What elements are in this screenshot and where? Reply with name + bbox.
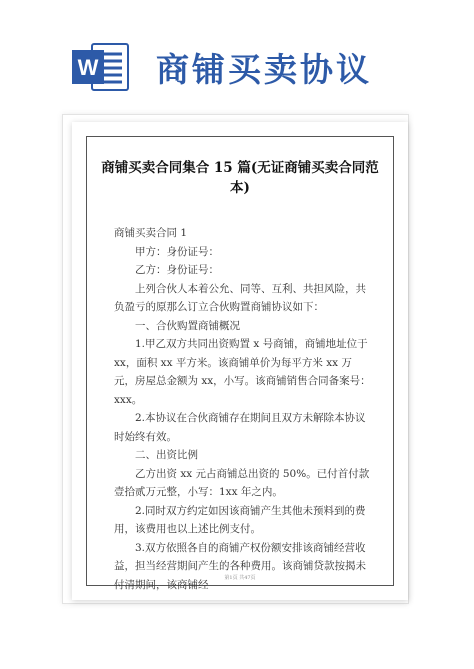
paragraph-clause-2-2: 2.同时双方约定如因该商铺产生其他未预料到的费用，该费用也以上述比例支付。 — [114, 504, 366, 535]
section-heading-capital-ratio: 二、出资比例 — [135, 449, 198, 461]
paragraph-contract-heading: 商铺买卖合同 1 — [114, 227, 188, 239]
document-body — [114, 224, 372, 594]
word-icon-letter: W — [77, 55, 99, 80]
top-banner — [0, 0, 474, 118]
document-title: 商铺买卖合同集合 15 篇(无证商铺买卖合同范本) — [101, 160, 379, 196]
paragraph-party-a: 甲方：身份证号： — [135, 245, 219, 258]
paragraph-preamble: 上列合伙人本着公允、同等、互利、共担风险，共负盈亏的原那么订立合伙购置商铺协议如下： — [114, 282, 366, 313]
paragraph-clause-1-1: 1.甲乙双方共同出资购置 x 号商铺，商铺地址位于 xx，面积 xx 平方米。该商铺单价为每平方米 xx 万元，房屋总金额为 xx，小写。该商铺销售合同备案号：xxx。 — [114, 338, 371, 406]
document-page — [72, 122, 408, 600]
page-number: 第1页 共47页 — [224, 575, 256, 581]
paragraph-clause-2-3: 3.双方依照各自的商铺产权份额安排该商铺经营收益，担当经营期间产生的各种费用。该商铺贷款按揭未付清期间，该商铺经 — [114, 541, 366, 591]
section-heading-overview: 一、合伙购置商铺概况 — [135, 319, 240, 332]
banner-title: 商铺买卖协议 — [156, 50, 372, 89]
word-document-icon — [70, 38, 132, 96]
paragraph-clause-2-1: 乙方出资 xx 元占商铺总出资的 50%。已付首付款壹拾贰万元整，小写：1xx 年之内。 — [114, 467, 370, 498]
paragraph-party-b: 乙方：身份证号： — [135, 264, 219, 276]
paragraph-clause-1-2: 2.本协议在合伙商铺存在期间且双方未解除本协议时始终有效。 — [114, 412, 366, 443]
